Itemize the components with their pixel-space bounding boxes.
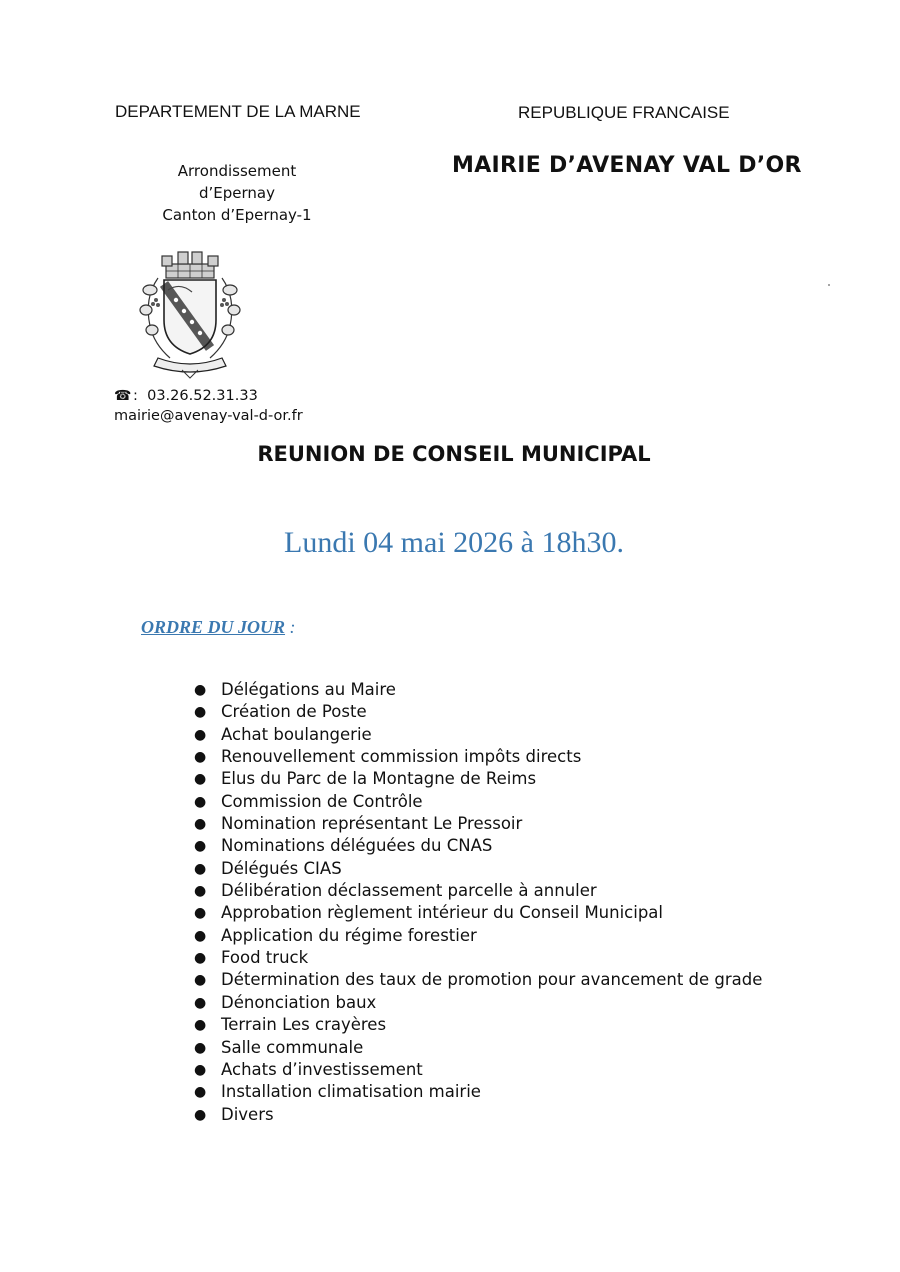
bullet-icon: ● [194, 994, 207, 1011]
bullet-icon: ● [194, 749, 207, 766]
list-item [194, 858, 762, 880]
contact-block [114, 386, 303, 426]
bullet-icon: ● [194, 704, 207, 721]
list-item [194, 1059, 762, 1081]
bullet-icon: ● [194, 793, 207, 810]
department-name: DEPARTEMENT DE LA MARNE [115, 102, 361, 121]
bullet-icon: ● [194, 860, 207, 877]
list-item [194, 1014, 762, 1036]
bullet-icon: ● [194, 1017, 207, 1034]
bullet-icon: ● [194, 682, 207, 698]
canton-line: Canton d’Epernay-1 [162, 206, 312, 224]
bullet-icon: ● [194, 1106, 207, 1123]
list-item [194, 1037, 762, 1059]
coat-of-arms-logo [136, 248, 244, 380]
agenda-item-text: Nomination représentant Le Pressoir [221, 814, 523, 834]
bullet-icon: ● [194, 726, 207, 743]
list-item [194, 791, 762, 813]
phone-number: 03.26.52.31.33 [147, 388, 258, 404]
town-hall-name: MAIRIE D’AVENAY VAL D’OR [452, 153, 802, 178]
agenda-item-text: Délibération déclassement parcelle à annuler [221, 881, 597, 901]
list-item [194, 746, 762, 768]
phone-row [114, 386, 303, 406]
list-item [194, 679, 762, 701]
arrondissement-line: Arrondissement d’Epernay [177, 162, 297, 202]
agenda-item-text: Délégations au Maire [221, 680, 396, 699]
list-item [194, 724, 762, 746]
bullet-icon: ● [194, 771, 207, 788]
list-item [194, 992, 762, 1014]
bullet-icon: ● [194, 927, 207, 944]
agenda-item-text: Terrain Les crayères [221, 1015, 387, 1035]
list-item [194, 969, 762, 991]
scan-speck [828, 284, 830, 286]
list-item [194, 813, 762, 835]
bullet-icon: ● [194, 838, 207, 855]
agenda-item-text: Renouvellement commission impôts directs [221, 747, 582, 767]
list-item [194, 902, 762, 924]
agenda-separator: : [285, 617, 296, 637]
agenda-item-text: Délégués CIAS [221, 858, 342, 878]
agenda-item-text: Détermination des taux de promotion pour avancement de grade [221, 970, 763, 990]
agenda-item-text: Dénonciation baux [221, 992, 377, 1012]
meeting-title: REUNION DE CONSEIL MUNICIPAL [257, 442, 651, 466]
meeting-date: Lundi 04 mai 2026 à 18h30. [284, 526, 624, 559]
bullet-icon: ● [194, 972, 207, 989]
bullet-icon: ● [194, 1039, 207, 1056]
bullet-icon: ● [194, 1061, 207, 1078]
bullet-icon: ● [194, 883, 207, 900]
agenda-list [194, 679, 762, 1126]
list-item [194, 1104, 762, 1126]
list-item [194, 1081, 762, 1103]
agenda-heading [141, 617, 296, 638]
list-item [194, 701, 762, 723]
bullet-icon: ● [194, 1084, 207, 1101]
agenda-item-text: Food truck [221, 948, 309, 968]
agenda-item-text: Achat boulangerie [221, 724, 372, 744]
agenda-item-text: Approbation règlement intérieur du Conseil Municipal [221, 903, 664, 923]
republic-name: REPUBLIQUE FRANCAISE [518, 103, 730, 122]
list-item [194, 947, 762, 969]
list-item [194, 768, 762, 790]
agenda-item-text: Commission de Contrôle [221, 791, 423, 811]
list-item [194, 880, 762, 902]
phone-colon: : [133, 388, 148, 404]
agenda-item-text: Elus du Parc de la Montagne de Reims [221, 769, 537, 789]
agenda-item-text: Salle communale [221, 1037, 364, 1057]
bullet-icon: ● [194, 816, 207, 833]
list-item [194, 925, 762, 947]
agenda-item-text: Application du régime forestier [221, 925, 477, 945]
bullet-icon: ● [194, 950, 207, 967]
administrative-block [140, 160, 334, 226]
agenda-item-text: Nominations déléguées du CNAS [221, 836, 493, 856]
agenda-item-text: Achats d’investissement [221, 1059, 423, 1079]
agenda-label: ORDRE DU JOUR [141, 617, 286, 637]
agenda-item-text: Création de Poste [221, 702, 367, 722]
bullet-icon: ● [194, 905, 207, 922]
list-item [194, 835, 762, 857]
agenda-item-text: Installation climatisation mairie [221, 1082, 481, 1102]
telephone-icon: ☎ [114, 388, 132, 404]
email-address: mairie@avenay-val-d-or.fr [114, 408, 303, 424]
agenda-item-text: Divers [221, 1104, 274, 1124]
